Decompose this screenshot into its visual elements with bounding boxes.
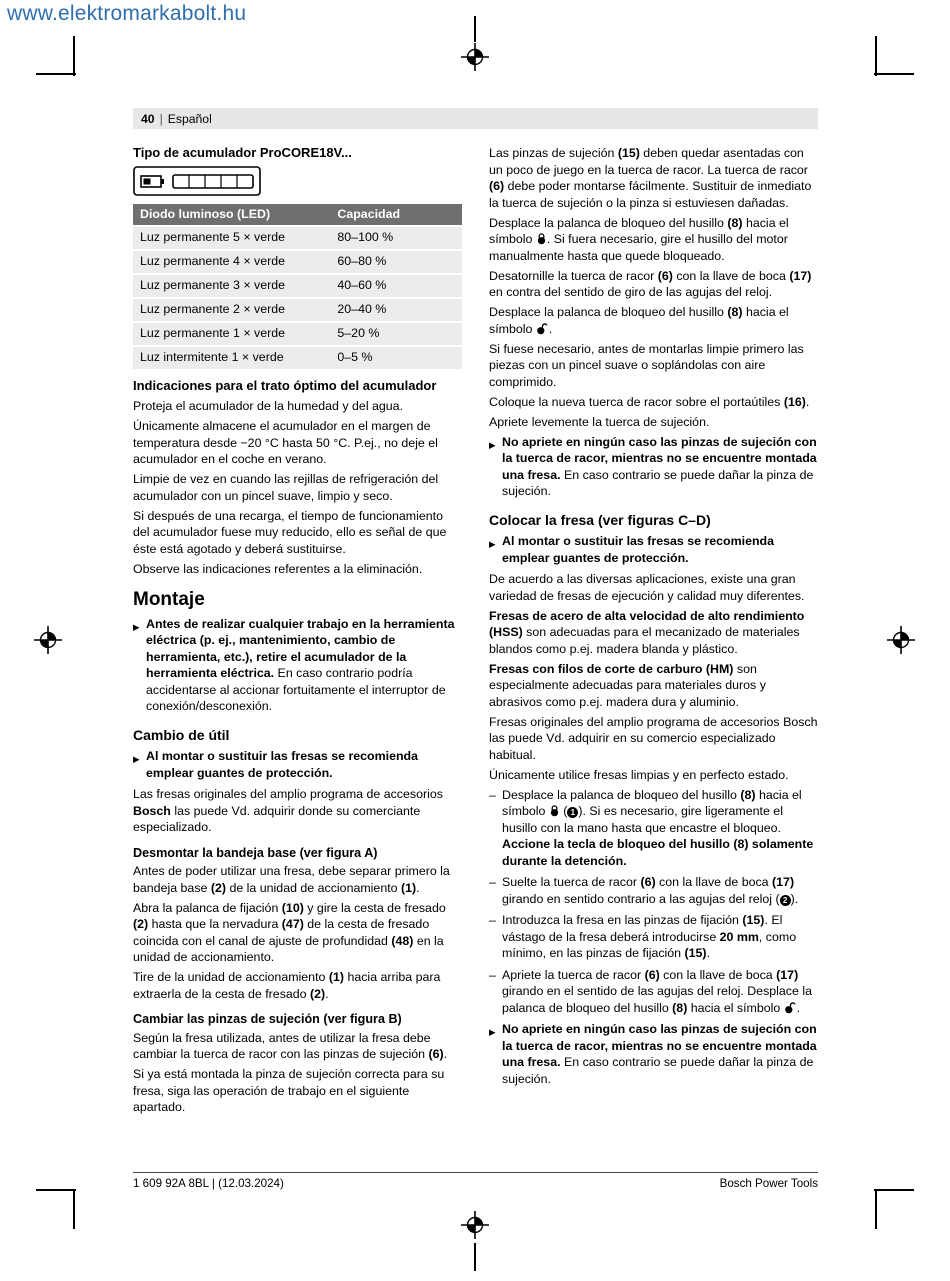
triangle-bullet-marker: ▶ [489, 1027, 496, 1037]
table-cell: Luz permanente 2 × verde [133, 298, 330, 322]
spindle-lock-open-icon [536, 322, 549, 335]
registration-mark-icon [461, 1211, 489, 1239]
crop-mark [474, 16, 476, 42]
text: girando en el sentido de las agujas del reloj. Desplace la palanca de bloqueo del husillo [502, 984, 812, 1015]
table-cell: Luz intermitente 1 × verde [133, 346, 330, 369]
spindle-lock-closed-icon [549, 804, 560, 817]
paragraph [133, 471, 462, 504]
text: Desplace la palanca de bloqueo del husillo [489, 305, 728, 319]
text: Apriete levemente la tuerca de sujeción. [489, 414, 710, 429]
crop-mark [874, 73, 914, 75]
text: . [416, 880, 420, 895]
bold-text: (8) [727, 215, 743, 230]
triangle-bullet-marker: ▶ [133, 754, 140, 764]
paragraph [133, 969, 462, 1002]
text: ( [559, 804, 568, 818]
text: en contra del sentido de giro de las agujas del reloj. [489, 285, 773, 299]
bold-text: (17) [789, 268, 812, 283]
item-text [502, 967, 818, 1017]
triangle-bullet-marker: ▶ [133, 621, 140, 632]
text: Únicamente almacene el acumulador en el margen de temperatura desde −20 °C hasta 50 °C. P.ej., no deje el acumulador en el coche en verano. [133, 419, 438, 466]
page-content [133, 108, 818, 1119]
text: Abra la palanca de fijación [133, 900, 282, 915]
bullet-item [489, 434, 818, 500]
bold-text: (15) [742, 913, 765, 927]
text: las puede Vd. adquirir donde su comerciante especializado. [133, 803, 421, 834]
bold-text: (8) [672, 1000, 688, 1015]
right-column [489, 145, 818, 1119]
text: hasta que la nervadura [148, 917, 282, 931]
paragraph [489, 145, 818, 211]
bold-text: Accione la tecla de bloqueo del husillo (8) solamente durante la detención. [502, 837, 814, 868]
two-column-layout [133, 145, 818, 1119]
text: hacia el símbolo [687, 1000, 784, 1015]
text: De acuerdo a las diversas aplicaciones, existe una gran variedad de fresas de ejecución y calidad muy diferentes. [489, 572, 805, 603]
text: En caso contrario se puede dañar la pinza de sujeción. [502, 467, 814, 498]
text: hacia el símbolo [489, 215, 789, 246]
text: con la llave de boca [655, 875, 773, 889]
item-text [502, 434, 818, 500]
bold-text: (10) [281, 900, 304, 915]
paragraph [133, 786, 462, 836]
table-cell: Luz permanente 1 × verde [133, 322, 330, 346]
text: Introduzca la fresa en las pinzas de fijación [502, 913, 743, 927]
text: . [325, 986, 329, 1001]
footer-brand: Bosch Power Tools [719, 1177, 818, 1190]
registration-mark-icon [461, 43, 489, 71]
dash-list-item [489, 967, 818, 1017]
bold-text: Desmontar la bandeja base (ver figura A) [133, 845, 378, 860]
bold-text: (6) [657, 268, 673, 283]
paragraph [133, 1030, 462, 1063]
table-body [133, 226, 462, 369]
column-header: Capacidad [330, 204, 462, 226]
text: debe poder montarse fácilmente. Sustituir de inmediato la tuerca de sujeción o la pinza si estuviesen dañadas. [489, 179, 812, 210]
bold-text: (1) [401, 880, 417, 895]
paragraph [489, 394, 818, 411]
paragraph [489, 215, 818, 265]
bold-text: 20 mm [719, 929, 759, 944]
text: . [443, 1047, 448, 1061]
page-header-bar [133, 108, 818, 129]
page-footer [133, 1172, 818, 1190]
item-text [502, 912, 818, 962]
footer-doc-number: 1 609 92A 8BL | (12.03.2024) [133, 1177, 284, 1190]
watermark-url: www.elektromarkabolt.hu [7, 2, 247, 25]
text: . [805, 394, 810, 409]
text: ). Si es necesario, gire ligeramente el husillo con la mano hasta que encastre el bloqueo. [502, 804, 783, 835]
bold-text: (8) [727, 305, 743, 319]
paragraph [489, 268, 818, 301]
triangle-bullet-marker: ▶ [489, 439, 496, 450]
text: Según la fresa utilizada, antes de utilizar la fresa debe cambiar la tuerca de racor con las pinzas de sujeción [133, 1030, 431, 1061]
bold-text: (2) [310, 986, 326, 1001]
text: Las pinzas de sujeción [489, 146, 618, 160]
text: Si fuese necesario, antes de montarlas limpie primero las piezas con un pincel suave o soplándolas con aire comprimido. [489, 341, 804, 389]
text: hacia el símbolo [489, 305, 789, 336]
bold-text: Cambiar las pinzas de sujeción (ver figura B) [133, 1012, 402, 1026]
bold-text: Fresas de acero de alta velocidad de alto rendimiento (HSS) [489, 608, 805, 639]
bold-text: Indicaciones para el trato óptimo del acumulador [133, 377, 437, 393]
heading [133, 145, 462, 162]
bold-text: (2) [133, 917, 149, 931]
bold-text: No apriete en ningún caso las pinzas de sujeción con la tuerca de racor, mientras no se encuentre montada una fresa. [502, 1022, 817, 1069]
text: En caso contrario se puede dañar la pinza de sujeción. [502, 1055, 814, 1086]
text: hacia el símbolo [502, 787, 802, 818]
bullet-item [489, 1021, 818, 1087]
table-cell: Luz permanente 5 × verde [133, 226, 330, 250]
bold-text: Antes de realizar cualquier trabajo en la herramienta eléctrica (p. ej., mantenimiento, cambio de herramienta, etc.), retire el acumulador de la herramienta eléctrica. [146, 616, 455, 680]
item-text [502, 787, 818, 870]
text: Suelte la tuerca de racor [502, 875, 641, 889]
battery-led-indicator-image [133, 166, 462, 196]
text: en la unidad de accionamiento. [133, 933, 444, 964]
paragraph [489, 608, 818, 658]
text: Limpie de vez en cuando las rejillas de refrigeración del acumulador con un pincel suave, limpio y seco. [133, 472, 439, 503]
text: Las fresas originales del amplio programa de accesorios [133, 787, 443, 801]
table-cell: Luz permanente 3 × verde [133, 274, 330, 298]
paragraph [489, 304, 818, 337]
text: . El vástago de la fresa deberá introducirse [502, 913, 783, 944]
bullet-item [489, 533, 818, 566]
crop-mark [73, 1189, 75, 1229]
table-cell: 0–5 % [330, 346, 462, 369]
crop-mark [36, 73, 76, 75]
text: Únicamente utilice fresas limpias y en perfecto estado. [489, 767, 789, 782]
bold-text: (15) [684, 946, 707, 960]
bullet-item [133, 748, 462, 781]
text: , como mínimo, en las pinzas de fijación [502, 929, 797, 960]
text: En caso contrario podría accidentarse al accionar fortuitamente el interruptor de conexión/desconexión. [146, 666, 446, 713]
bold-text: Tipo de acumulador ProCORE18V... [133, 145, 352, 160]
dash-list-item [489, 912, 818, 962]
bold-text: (48) [391, 933, 414, 948]
text: hacia arriba para extraerla de la cesta de fresado [133, 970, 441, 1001]
bold-text: Al montar o sustituir las fresas se recomienda emplear guantes de protección. [502, 534, 775, 565]
table-row [133, 226, 462, 250]
paragraph [489, 714, 818, 764]
table-cell: 40–60 % [330, 274, 462, 298]
paragraph [133, 1066, 462, 1116]
crop-mark [874, 1189, 914, 1191]
item-text [502, 1021, 818, 1087]
dash-marker: – [489, 875, 496, 889]
text: . [548, 321, 553, 336]
table-row [133, 346, 462, 369]
text: Observe las indicaciones referentes a la eliminación. [133, 561, 423, 576]
paragraph [489, 571, 818, 604]
bold-text: Cambio de útil [133, 726, 230, 743]
item-text [502, 533, 818, 566]
column-header: Diodo luminoso (LED) [133, 204, 330, 226]
text: . [796, 1000, 801, 1015]
item-text [502, 874, 818, 907]
text: con la llave de boca [659, 967, 777, 982]
dash-marker: – [489, 913, 496, 927]
text: deben quedar asentadas con un poco de juego en la tuerca de racor. La tuerca de racor [489, 146, 808, 177]
text: Desplace la palanca de bloqueo del husillo [489, 215, 728, 230]
spindle-lock-closed-icon [536, 232, 547, 245]
circled-1-icon: 1 [567, 807, 578, 818]
bold-text: (8) [740, 787, 756, 802]
header-separator: | [159, 111, 163, 126]
text: de la unidad de accionamiento [226, 880, 401, 895]
bold-text: Bosch [133, 803, 171, 818]
bold-text: (15) [617, 146, 640, 160]
text: de la cesta de fresado coincida con el canal de ajuste de profundidad [133, 917, 430, 948]
text: Proteja el acumulador de la humedad y del agua. [133, 399, 404, 413]
subheading [489, 512, 818, 529]
text: Tire de la unidad de accionamiento [133, 970, 329, 984]
bold-text: (17) [776, 967, 799, 982]
bold-text: (6) [640, 875, 656, 889]
registration-mark-icon [34, 626, 62, 654]
text: Fresas originales del amplio programa de accesorios Bosch las puede Vd. adquirir en su comercio especializado habitual. [489, 714, 818, 762]
paragraph [133, 398, 462, 415]
text: Desplace la palanca de bloqueo del husillo [502, 787, 741, 802]
text: girando en sentido contrario a las agujas del reloj ( [502, 891, 780, 906]
subheading [133, 727, 462, 744]
text: Si después de una recarga, el tiempo de funcionamiento del acumulador fuese muy reducido, ello es señal de que éste está agotado y deberá sustituirse. [133, 508, 447, 556]
heading [133, 378, 462, 395]
paragraph [133, 863, 462, 896]
crop-mark [875, 1189, 877, 1229]
text: son adecuadas para el mecanizado de materiales blandos como p.ej. madera blanda y plástico. [489, 625, 800, 656]
table-row [133, 274, 462, 298]
run-in-heading [133, 1011, 462, 1028]
bold-text: (1) [328, 970, 345, 984]
table-row [133, 322, 462, 346]
triangle-bullet-marker: ▶ [489, 539, 496, 549]
crop-mark [875, 36, 877, 76]
bold-text: (16) [783, 394, 806, 409]
item-text [146, 616, 462, 715]
text: y gire la cesta de fresado [303, 900, 446, 915]
paragraph [489, 767, 818, 784]
table-row [133, 298, 462, 322]
bold-text: (6) [489, 179, 505, 193]
bold-text: (2) [210, 880, 227, 895]
dash-marker: – [489, 967, 496, 982]
spindle-lock-open-icon [784, 1001, 797, 1014]
item-text [146, 748, 462, 781]
text: Antes de poder utilizar una fresa, debe separar primero la bandeja base [133, 864, 450, 895]
crop-mark [73, 36, 75, 76]
paragraph [133, 418, 462, 468]
bullet-item [133, 616, 462, 715]
text: Desatornille la tuerca de racor [489, 268, 658, 283]
bold-text: (6) [644, 967, 660, 982]
table-cell: 20–40 % [330, 298, 462, 322]
table-row [133, 250, 462, 274]
table-cell: 80–100 % [330, 226, 462, 250]
bold-text: Al montar o sustituir las fresas se recomienda emplear guantes de protección. [146, 749, 419, 780]
registration-mark-icon [887, 626, 915, 654]
bold-text: (17) [772, 875, 795, 889]
bold-text: (47) [281, 917, 304, 931]
bold-text: No apriete en ningún caso las pinzas de sujeción con la tuerca de racor, mientras no se encuentre montada una fresa. [502, 434, 817, 482]
table-cell: Luz permanente 4 × verde [133, 250, 330, 274]
dash-list-item [489, 787, 818, 870]
run-in-heading [133, 845, 462, 862]
table-cell: 60–80 % [330, 250, 462, 274]
paragraph [489, 661, 818, 711]
text: ). [790, 891, 799, 906]
table-cell: 5–20 % [330, 322, 462, 346]
led-capacity-table [133, 204, 462, 369]
paragraph [133, 508, 462, 558]
paragraph [489, 341, 818, 391]
dash-marker: – [489, 787, 496, 802]
text: son especialmente adecuadas para materiales duros y abrasivos como p.ej. madera dura y aluminio. [489, 661, 766, 709]
text: Si ya está montada la pinza de sujeción correcta para su fresa, siga las operación de trabajo en el siguiente apartado. [133, 1067, 445, 1114]
bold-text: Colocar la fresa (ver figuras C–D) [489, 511, 711, 528]
page-number: 40 [141, 111, 155, 126]
dash-list-item [489, 874, 818, 907]
crop-mark [36, 1189, 76, 1191]
text: con la llave de boca [672, 268, 790, 283]
table-header-row [133, 204, 462, 226]
section-heading [133, 589, 462, 610]
crop-mark [474, 1243, 476, 1271]
table-head [133, 204, 462, 226]
paragraph [133, 900, 462, 966]
left-column [133, 145, 462, 1119]
header-language: Español [167, 111, 212, 126]
circled-2-icon: 2 [780, 895, 791, 906]
bold-text: Montaje [133, 589, 205, 610]
bold-text: (6) [428, 1047, 444, 1061]
text: . [706, 946, 711, 960]
paragraph [489, 414, 818, 431]
paragraph [133, 561, 462, 578]
text: Apriete la tuerca de racor [502, 967, 645, 982]
text: Coloque la nueva tuerca de racor sobre el portaútiles [489, 394, 784, 409]
text: . Si fuera necesario, gire el husillo del motor manualmente hasta que quede bloqueado. [489, 232, 788, 263]
bold-text: Fresas con filos de corte de carburo (HM) [489, 661, 734, 676]
